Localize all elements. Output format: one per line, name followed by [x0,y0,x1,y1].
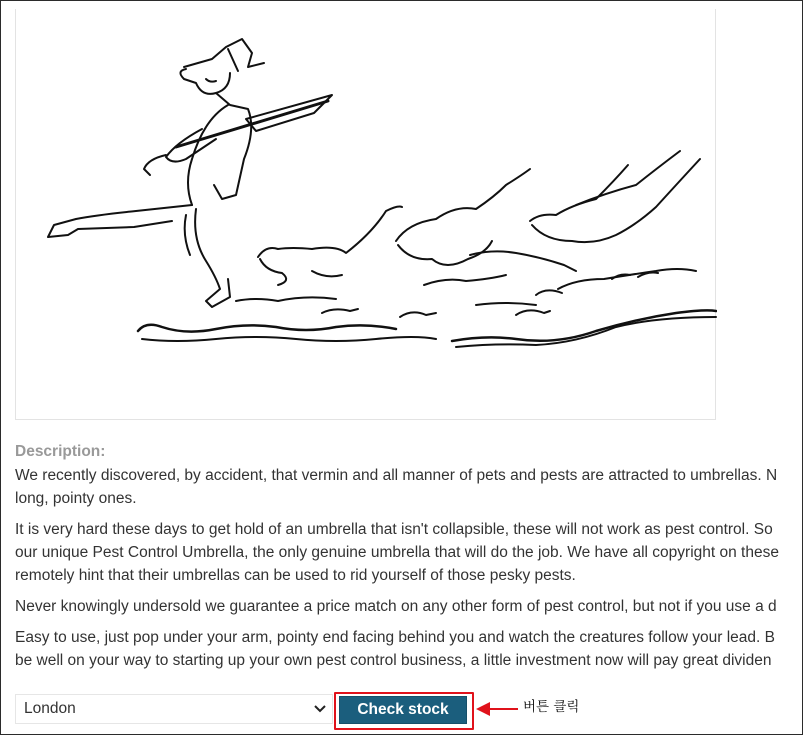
description-paragraph [15,518,803,587]
description-label: Description: [15,443,106,460]
umbrella-man-illustration [16,9,717,420]
description-paragraph [15,595,803,618]
store-select[interactable] [15,694,333,724]
annotation-label: 버튼 클릭 [523,699,580,715]
check-stock-button[interactable]: Check stock [339,696,467,724]
paragraph-line: our unique Pest Control Umbrella, the only genuine umbrella that will do the job. We have all copyright on these [15,544,779,561]
paragraph-line: be well on your way to starting up your own pest control business, a little investment now will pay great dividen [15,652,772,669]
selected-store: London [24,700,76,717]
paragraph-line: long, pointy ones. [15,490,137,507]
product-image [15,9,716,420]
paragraph-line: Never knowingly undersold we guarantee a price match on any other form of pest control, but not if you use a d [15,598,777,615]
arrow-left-icon [476,701,518,717]
product-description [15,439,803,680]
description-paragraph [15,464,803,510]
paragraph-line: We recently discovered, by accident, that vermin and all manner of pets and pests are attracted to umbrellas. N [15,467,778,484]
paragraph-line: Easy to use, just pop under your arm, pointy end facing behind you and watch the creatures follow your lead. B [15,629,775,646]
paragraph-line: remotely hint that their umbrellas can be used to rid yourself of those pesky pests. [15,567,576,584]
chevron-down-icon [314,704,326,714]
description-paragraph [15,626,803,672]
paragraph-line: It is very hard these days to get hold of an umbrella that isn't collapsible, these will not work as pest control. So [15,521,773,538]
